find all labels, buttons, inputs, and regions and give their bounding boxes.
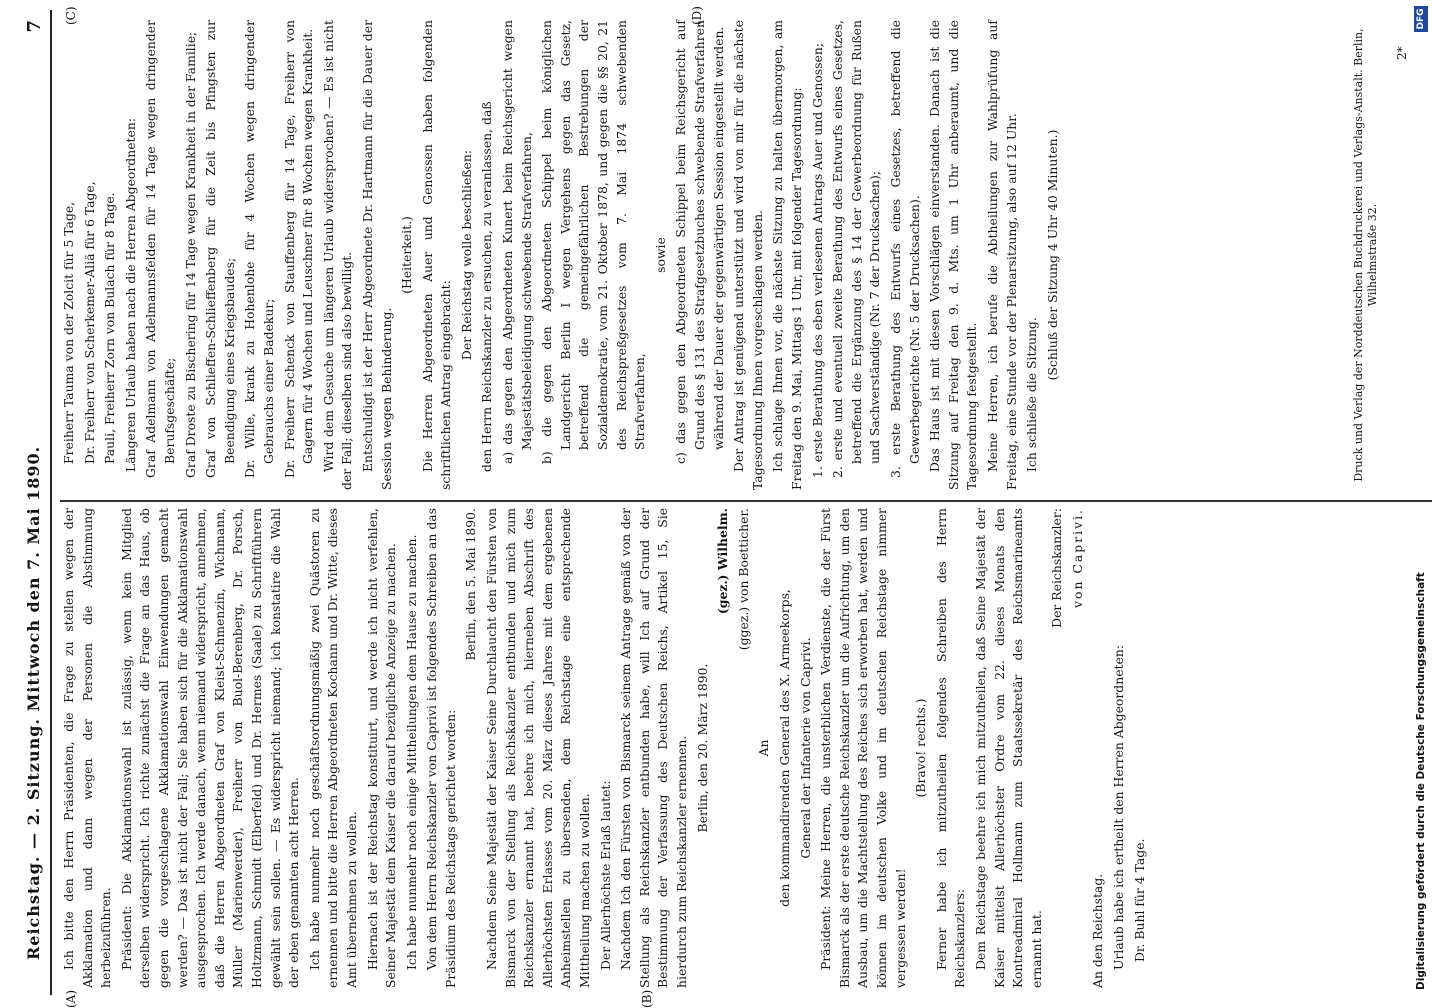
- addressee-label: An: [756, 739, 772, 757]
- addressee: An den Reichstag.: [1090, 873, 1106, 988]
- letter-date: Berlin, den 5. Mai 1890.: [463, 508, 479, 661]
- paragraph: Die Herren Abgeordneten Auer und Genossen haben folgenden schriftlichen Antrag eingebracht:: [419, 20, 454, 490]
- margin-marker-c: (C): [64, 6, 78, 25]
- paragraph: Ich schlage Ihnen vor, die nächste Sitzung zu halten übermorgen, am Freitag den 9. Mai, Mittags 1 Uhr, mit folgender Tagesordnung:: [770, 20, 804, 490]
- paragraph: Urlaub habe ich ertheilt den Herren Abgeordneten:: [1111, 644, 1127, 970]
- countersignature: (ggez.) von Boetticher.: [735, 508, 751, 651]
- running-title: Reichstag. — 2. Sitzung. Mittwoch den 7. Mai 1890.: [24, 445, 43, 960]
- paragraph: Entschuldigt ist der Herr Abgeordnete Dr. Hartmann für die Dauer der Session wegen Behinderung.: [359, 20, 394, 490]
- decree-body: Nachdem Ich den Fürsten von Bismarck seinem Antrage gemäß von der Stellung als Reichskanzler entbunden habe, will Ich auf Grund der Bestimmung der Verfassung des Deutschen Reichs, Artikel 15, Sie hierdurch zum Reichskanzler ernennen.: [618, 508, 689, 988]
- paragraph: Ich schließe die Sitzung.: [1024, 317, 1040, 472]
- digitization-note: Digitalisierung gefördert durch die Deutsche Forschungsgemeinschaft: [1415, 572, 1427, 990]
- interjection: (Heiterkeit.): [399, 216, 415, 294]
- leave-entry: Dr. Freiherr Schenck von Stauffenberg für 14 Tage, Freiherr von Gagern für 4 Wochen und Leuschner für 8 Wochen wegen Krankheit.: [281, 20, 316, 478]
- page-number: 7: [24, 20, 45, 33]
- motion-item: a) das gegen den Abgeordneten Kunert beim Reichsgericht wegen Majestätsbeleidigung schwebende Strafverfahren,: [500, 20, 534, 464]
- right-column: [60, 20, 1064, 490]
- paragraph: Längeren Urlaub haben nach die Herren Abgeordneten:: [122, 117, 138, 472]
- folio-mark: 2*: [1395, 46, 1409, 60]
- addressee: den kommandirenden General des X. Armeekorps,: [776, 589, 792, 907]
- leave-entry: Dr. Wille, krank zu Hohenlohe für 4 Wochen wegen dringender Gebrauchs einer Badekur;: [242, 20, 276, 478]
- motion-heading: Der Reichstag wolle beschließen:: [458, 149, 474, 361]
- letter-body: Nachdem Seine Majestät der Kaiser Seine Durchlaucht den Fürsten von Bismarck von der Stellung als Reichskanzler entbunden und mich zum Reichskanzler ernannt hat, beehre ich mich, hierneben Abschrift des Allerhöchsten Erlasses vom 20. März dieses Jahres mit dem ergebenen Anheimstellen zu übersenden, dem Reichstage eine entsprechende Mittheilung machen zu wollen.: [484, 508, 593, 988]
- paragraph: Hiernach ist der Reichstag konstituirt, und werde ich nicht verfehlen, Seiner Majestät dem Kaiser die darauf bezügliche Anzeige zu machen.: [364, 508, 399, 988]
- leave-entry: Pauli, Freiherr Zorn von Bulach für 8 Tage.: [102, 192, 118, 464]
- leave-entry: Dr. Freiherr von Scherkemer-Aliä für 6 Tage,: [81, 181, 97, 464]
- paragraph: Ich habe nunmehr noch einige Mittheilungen dem Hause zu machen.: [403, 534, 419, 970]
- motion-connector: sowie: [652, 237, 668, 273]
- paragraph: Wird dem Gesuche um längeren Urlaub widersprochen? — Es ist nicht der Fall; dieselben sind also bewilligt.: [320, 20, 355, 490]
- paragraph: Meine Herren, ich berufe die Abtheilungen zur Wahlprüfung auf Freitag, eine Stunde vor der Plenarsitzung, also auf 12 Uhr.: [984, 20, 1019, 490]
- left-column: [60, 508, 1151, 988]
- paragraph: Das Haus ist mit diesen Vorschlägen einverstanden. Danach ist die Sitzung auf Freitag den 9. d. Mts. um 1 Uhr anberaumt, und die Tagesordnung festgestellt.: [927, 20, 980, 490]
- dfg-logo: DFG: [1414, 6, 1428, 32]
- paragraph: Der Antrag ist genügend unterstützt und wird von mir für die nächste Tagesordnung Ihnen vorgeschlagen werden.: [731, 20, 765, 490]
- paragraph: Ich bitte den Herrn Präsidenten, die Frage zu stellen wegen der Akklamation und dann wegen der Personen die Abstimmung herbeizuführen.: [61, 508, 114, 988]
- session-end: (Schluß der Sitzung 4 Uhr 40 Minuten.): [1044, 129, 1060, 381]
- signature-title: Der Reichskanzler:: [1049, 508, 1065, 628]
- leave-entry: Graf Adelmann von Adelmannsfelden für 14 Tage wegen dringender Berufsgeschäfte;: [143, 20, 177, 478]
- imprint: Druck und Verlag der Norddeutschen Buchdruckerei und Verlags-Anstalt. Berlin, Wilhelmstraße 32.: [1352, 28, 1379, 482]
- addressee-title: General der Infanterie von Caprivi.: [797, 637, 813, 859]
- header-rule: [50, 10, 52, 995]
- paragraph: Von dem Herrn Reichskanzler von Caprivi ist folgendes Schreiben an das Präsidium des Reichstags gerichtet worden:: [424, 508, 458, 988]
- margin-marker-a: (A): [64, 989, 78, 1008]
- interjection: (Bravo! rechts.): [913, 698, 929, 798]
- signature-emperor: (gez.) Wilhelm.: [715, 508, 731, 615]
- paragraph: Ich habe nunmehr noch geschäftsordnungsmäßig zwei Quästoren zu ernennen und bitte die Herren Abgeordneten Kochann und Dr. Witte, dieses Amt übernehmen zu wollen.: [306, 508, 359, 988]
- motion-item: c) das gegen den Abgeordneten Schippel beim Reichsgericht auf Grund des § 131 des Strafgesetzbuches schwebende Strafverfahren während der Dauer der gegenwärtigen Session eingestellt werden.: [673, 20, 726, 464]
- leave-entry: Graf von Schlieffen-Schlieffenberg für die Zeit bis Pfingsten zur Beendigung eines Kriegsbaudes;: [203, 20, 237, 478]
- decree-date: Berlin, den 20. März 1890.: [694, 663, 710, 833]
- motion-text: den Herrn Reichskanzler zu ersuchen, zu veranlassen, daß: [479, 101, 495, 472]
- signature-name: von Caprivi.: [1069, 508, 1085, 608]
- paragraph: Der Allerhöchste Erlaß lautet:: [597, 780, 613, 970]
- leave-entry: Graf Droste zu Bischering für 14 Tage wegen Krankheit in der Familie;: [182, 31, 198, 478]
- paragraph: Ferner habe ich mitzutheilen folgendes Schreiben des Herrn Reichskanzlers:: [933, 508, 968, 988]
- paragraph: Präsident: Meine Herren, die unsterblichen Verdienste, die der Fürst Bismarck als der erste deutsche Reichskanzler um die Aufrichtung, um den Ausbau, um die Machtstellung des Reiches sich erworben hat, werden und können im deutschen Volke und im deutschen Reichstage nimmer vergessen werden!: [818, 508, 908, 988]
- margin-marker-b: (B): [640, 989, 654, 1008]
- margin-marker-d: (D): [690, 6, 704, 25]
- paragraph: Präsident: Die Akklamationswahl ist zulässig, wenn kein Mitglied derselben widerspricht. Ich richte zunächst die Frage an das Haus, ob gegen die vorgeschlagene Akklamationswahl Einwendungen gemacht werden? — Das ist nicht der Fall; Sie haben sich für die Akklamationswahl ausgesprochen. Ich werde danach, wenn niemand widerspricht, annehmen, daß die Herren Abgeordneten Graf von Kleist-Schmenzin, Wichmann, Müller (Marienwerder), Freiherr von Buol-Berenberg, Dr. Porsch, Holtzmann, Schmidt (Elberfeld) und Dr. Hermes (Saale) zu Schriftführern gewählt sein sollen. — Es widerspricht niemand; ich konstatire die Wahl der eben genannten acht Herren.: [118, 508, 302, 988]
- leave-entry: Dr. Buhl für 4 Tage.: [1131, 838, 1147, 962]
- agenda-item: 3. erste Berathung des Entwurfs eines Gesetzes, betreffend die Gewerbegerichte (Nr. 5 der Drucksachen).: [887, 20, 922, 478]
- agenda-item: 2. erste und eventuell zweite Berathung des Entwurfs eines Gesetzes, betreffend die Ergänzung des § 14 der Gewerbeordnung für Rußen und Sachverständige (Nr. 7 der Drucksachen);: [830, 20, 883, 478]
- digitization-footer: [1412, 0, 1432, 1000]
- agenda-item: 1. erste Berathung des eben verlesenen Antrags Auer und Genossen;: [809, 43, 825, 478]
- column-divider: [60, 501, 1432, 503]
- leave-entry: Freiherr Tauma von der Zolcit für 5 Tage,: [61, 201, 76, 464]
- letter-body: Dem Reichstage beehre ich mich mitzutheilen, daß Seine Majestät der Kaiser mittelst Allerhöchster Ordre vom 22. dieses Monats den Kontreadmiral Hollmann zum Staatssekretär des Reichsmarineamts ernannt hat.: [972, 508, 1044, 988]
- motion-item: b) die gegen den Abgeordneten Schippel beim königlichen Landgericht Berlin I wegen Vergehens gegen das Gesetz, betreffend die gemeingefährlichen Bestrebungen der Sozialdemokratie, vom 21. Oktober 1878, und gegen die §§ 20, 21 des Reichspreßgesetzes vom 7. Mai 1874 schwebenden Strafverfahren,: [539, 20, 648, 464]
